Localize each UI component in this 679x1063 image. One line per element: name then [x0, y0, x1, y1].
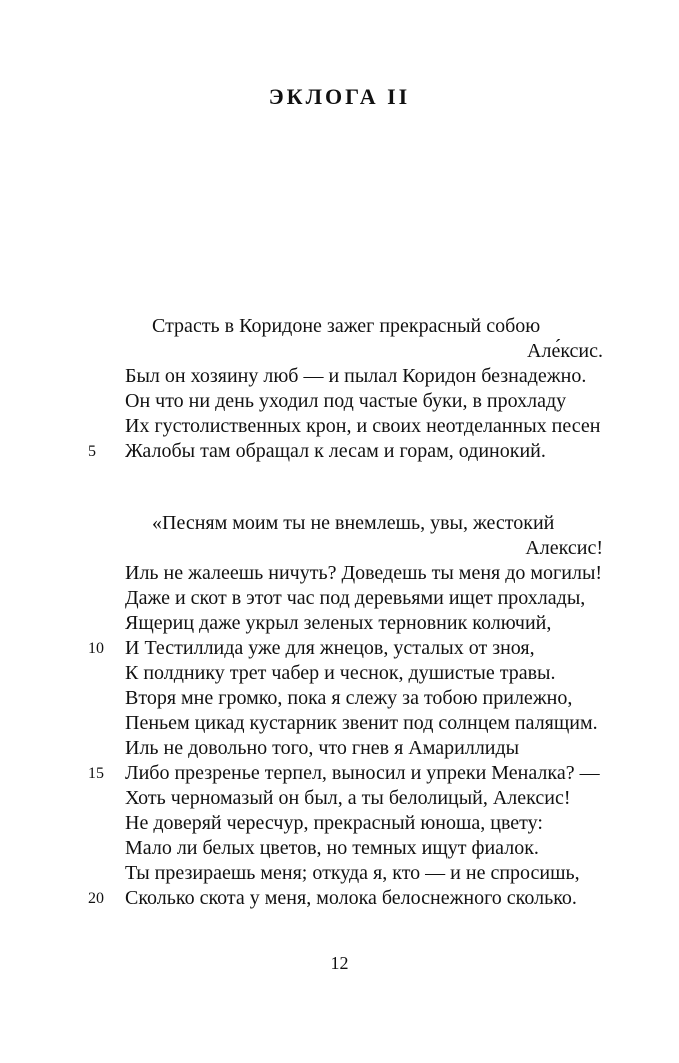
- page-number: 12: [330, 953, 349, 973]
- verse-line: [0, 314, 679, 339]
- verse-line: [0, 736, 679, 761]
- verse-text: Алексис!: [525, 537, 603, 559]
- verse-text: Але́ксис.: [527, 340, 603, 362]
- verse-line: [0, 414, 679, 439]
- verse-text: Не доверяй чересчур, прекрасный юноша, цвету:: [125, 812, 543, 834]
- verse-line-continuation: [0, 536, 679, 561]
- verse-text: Мало ли белых цветов, но темных ищут фиалок.: [125, 837, 539, 859]
- verse-text: И Тестиллида уже для жнецов, усталых от зноя,: [125, 637, 535, 659]
- verse-line: [0, 364, 679, 389]
- verse-text: Ящериц даже укрыл зеленых терновник колючий,: [125, 612, 552, 634]
- verse-line: [0, 786, 679, 811]
- verse-text: Он что ни день уходил под частые буки, в прохладу: [125, 390, 567, 412]
- verse-text: Жалобы там обращал к лесам и горам, одинокий.: [125, 440, 546, 462]
- verse-line: [0, 439, 679, 464]
- verse-line: [0, 511, 679, 536]
- verse-text: Хоть черномазый он был, а ты белолицый, Алексис!: [125, 787, 571, 809]
- stanza-2: [0, 511, 679, 911]
- line-number: 20: [88, 890, 104, 907]
- verse-line: [0, 561, 679, 586]
- eclogue-title: ЭКЛОГА II: [268, 84, 411, 109]
- verse-text: Иль не жалеешь ничуть? Доведешь ты меня до могилы!: [125, 562, 603, 584]
- verse-text: Сколько скота у меня, молока белоснежного сколько.: [125, 887, 577, 909]
- verse-text: Был он хозяину люб — и пылал Коридон безнадежно.: [125, 365, 587, 387]
- verse-text: Либо презренье терпел, выносил и упреки Меналка? —: [125, 762, 600, 784]
- verse-text: «Песням моим ты не внемлешь, увы, жестокий: [152, 512, 555, 534]
- verse-text: Пеньем цикад кустарник звенит под солнцем палящим.: [125, 712, 598, 734]
- verse-line: [0, 711, 679, 736]
- verse-line: [0, 389, 679, 414]
- verse-text: Ты презираешь меня; откуда я, кто — и не спросишь,: [125, 862, 580, 884]
- verse-text: Их густолиственных крон, и своих неотделанных песен: [125, 415, 601, 437]
- verse-text: Даже и скот в этот час под деревьями ищет прохлады,: [125, 587, 586, 609]
- verse-line: [0, 661, 679, 686]
- verse-line: [0, 836, 679, 861]
- verse-line: [0, 636, 679, 661]
- verse-line-continuation: [0, 339, 679, 364]
- verse-line: [0, 611, 679, 636]
- line-number: 10: [88, 640, 104, 657]
- verse-line: [0, 886, 679, 911]
- verse-line: [0, 761, 679, 786]
- verse-text: Иль не довольно того, что гнев я Амариллиды: [125, 737, 520, 759]
- line-number: 5: [88, 443, 96, 460]
- verse-text: Вторя мне громко, пока я слежу за тобою прилежно,: [125, 687, 573, 709]
- verse-text: Страсть в Коридоне зажег прекрасный собою: [152, 315, 541, 337]
- verse-line: [0, 586, 679, 611]
- stanza-1: [0, 314, 679, 464]
- verse-line: [0, 686, 679, 711]
- verse-line: [0, 811, 679, 836]
- verse-line: [0, 861, 679, 886]
- line-number: 15: [88, 765, 104, 782]
- verse-text: К полднику трет чабер и чеснок, душистые травы.: [125, 662, 556, 684]
